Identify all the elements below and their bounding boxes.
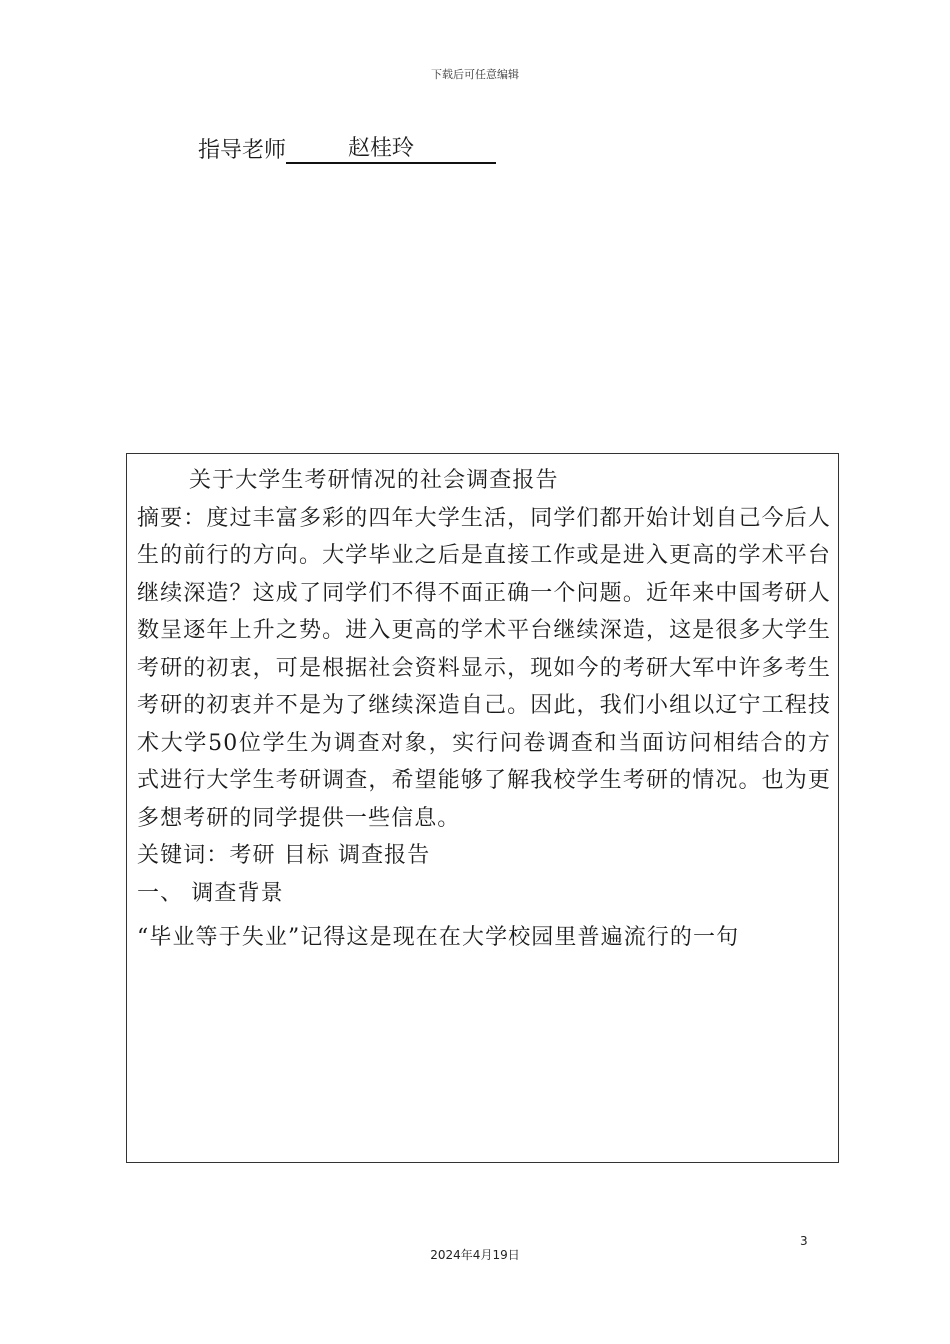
report-body	[137, 462, 831, 957]
footer-date: 2024年4月19日	[430, 1248, 520, 1262]
advisor-name-field	[286, 136, 496, 164]
advisor-line	[198, 136, 496, 166]
section-heading: 一、 调查背景	[137, 880, 284, 906]
report-keywords: 关键词：考研 目标 调查报告	[137, 843, 431, 868]
report-title: 关于大学生考研情况的社会调查报告	[189, 468, 559, 493]
section-paragraph: “毕业等于失业”记得这是现在在大学校园里普遍流行的一句	[137, 925, 740, 950]
advisor-label: 指导老师	[198, 138, 287, 163]
header-note: 下载后可任意编辑	[431, 68, 519, 81]
advisor-name: 赵桂玲	[348, 136, 415, 161]
page-number: 3	[800, 1234, 808, 1248]
report-abstract: 摘要：度过丰富多彩的四年大学生活，同学们都开始计划自己今后人生的前行的方向。大学毕业之后是直接工作或是进入更高的学术平台继续深造？这成了同学们不得不面正确一个问题。近年来中国考研人数呈逐年上升之势。进入更高的学术平台继续深造，这是很多大学生考研的初衷，可是根据社会资料显示，现如今的考研大军中许多考生考研的初衷并不是为了继续深造自己。因此，我们小组以辽宁工程技术大学50位学生为调查对象，实行问卷调查和当面访问相结合的方式进行大学生考研调查，希望能够了解我校学生考研的情况。也为更多想考研的同学提供一些信息。	[137, 505, 831, 831]
report-content-box	[126, 453, 839, 1163]
